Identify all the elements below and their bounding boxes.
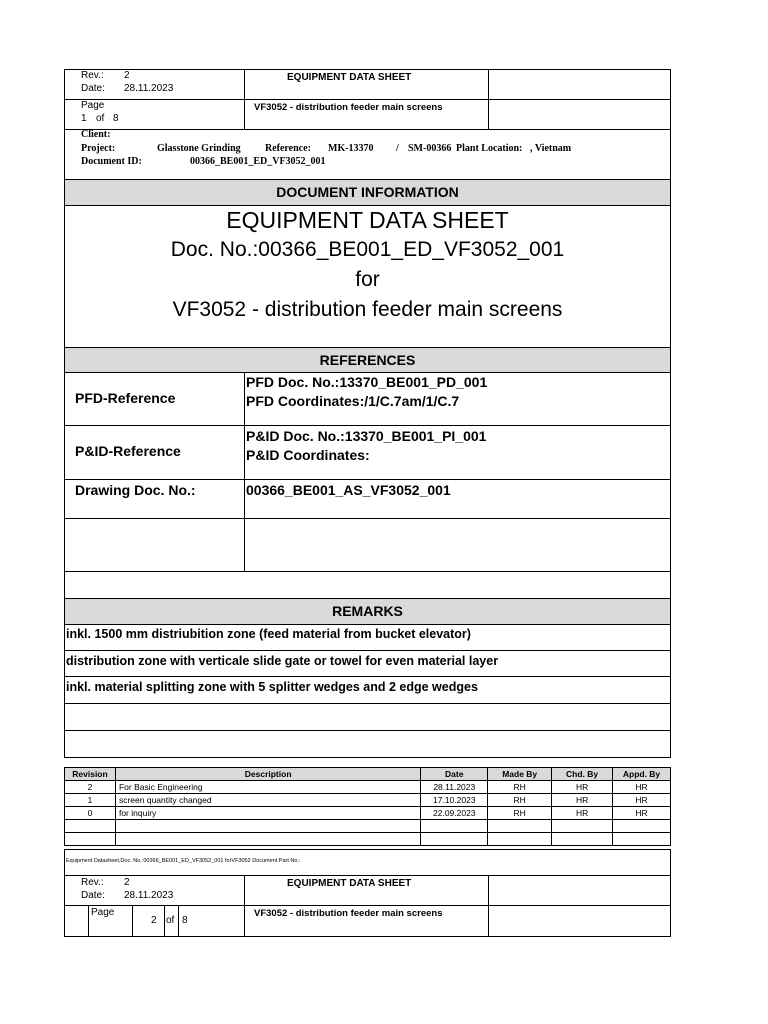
revision-table [64, 767, 671, 846]
pfd-coordinates: PFD Coordinates:/1/C.7am/1/C.7 [246, 393, 460, 409]
drawing-doc-no: 00366_BE001_AS_VF3052_001 [246, 482, 451, 498]
sheet-subtitle: VF3052 - distribution feeder main screens [254, 102, 443, 113]
plant-location-value: , Vietnam [530, 143, 572, 154]
col-appd-by: Appd. By [613, 768, 671, 781]
footer-rev-label: Rev.: [81, 877, 104, 888]
col-description: Description [115, 768, 420, 781]
footer-note: Equipment Datasheet,Doc. No.:00366_BE001_ED_VF3052_001 forVF3052 Document Part No.: [66, 858, 301, 864]
footer-sheet-subtitle: VF3052 - distribution feeder main screens [254, 908, 443, 919]
table-row-empty [65, 833, 671, 846]
project-label: Project: [81, 143, 116, 154]
rev-label: Rev.: [81, 70, 104, 81]
table-row: 2 For Basic Engineering 28.11.2023 RH HR HR [65, 781, 671, 794]
date-value: 28.11.2023 [124, 83, 174, 94]
document-id-value: 00366_BE001_ED_VF3052_001 [190, 156, 326, 167]
rev-value: 2 [124, 70, 130, 81]
col-revision: Revision [65, 768, 116, 781]
reference-label: Reference: [265, 143, 311, 154]
pid-coordinates: P&ID Coordinates: [246, 447, 370, 463]
table-row: 0 for inquiry 22.09.2023 RH HR HR [65, 807, 671, 820]
remark-line-2: distribution zone with verticale slide gate or towel for even material layer [66, 654, 499, 668]
footer-date-label: Date: [81, 890, 105, 901]
pfd-doc-no: PFD Doc. No.:13370_BE001_PD_001 [246, 374, 488, 390]
footer-page-total: 8 [182, 915, 188, 926]
remarks-heading: REMARKS [64, 598, 671, 625]
footer-page-label: Page [91, 907, 115, 918]
footer-date-value: 28.11.2023 [124, 890, 174, 901]
page-current: 1 [81, 113, 87, 124]
project-value: Glasstone Grinding [157, 143, 241, 154]
footer-page-of: of [166, 915, 175, 926]
reference-separator: / [396, 143, 399, 154]
client-label: Client: [81, 129, 111, 140]
page-label: Page [81, 100, 105, 111]
col-made-by: Made By [488, 768, 552, 781]
pid-doc-no: P&ID Doc. No.:13370_BE001_PI_001 [246, 428, 487, 444]
table-row-empty [65, 820, 671, 833]
references-heading: REFERENCES [64, 347, 671, 373]
col-chd-by: Chd. By [552, 768, 613, 781]
document-information-heading: DOCUMENT INFORMATION [64, 179, 671, 206]
doc-info-line4: VF3052 - distribution feeder main screens [172, 298, 563, 321]
remark-line-1: inkl. 1500 mm distriubition zone (feed material from bucket elevator) [66, 627, 471, 641]
table-row: 1 screen quantity changed 17.10.2023 RH HR HR [65, 794, 671, 807]
doc-info-line3: for [355, 268, 380, 291]
plant-location-label: Plant Location: [456, 143, 523, 154]
pfd-reference-label: PFD-Reference [75, 390, 176, 406]
col-date: Date [421, 768, 488, 781]
spacer-row [64, 571, 671, 599]
footer-sheet-title: EQUIPMENT DATA SHEET [287, 878, 412, 889]
revision-table-header [65, 768, 671, 781]
doc-info-line2: Doc. No.:00366_BE001_ED_VF3052_001 [170, 238, 565, 261]
footer-page-current: 2 [151, 915, 157, 926]
sm-value: SM-00366 [408, 143, 452, 154]
page-total: 8 [113, 113, 119, 124]
date-label: Date: [81, 83, 105, 94]
footer-rev-value: 2 [124, 877, 130, 888]
document-id-label: Document ID: [81, 156, 142, 167]
page-of: of [96, 113, 105, 124]
reference-value: MK-13370 [328, 143, 374, 154]
remark-line-3: inkl. material splitting zone with 5 splitter wedges and 2 edge wedges [66, 680, 478, 694]
sheet-title: EQUIPMENT DATA SHEET [287, 72, 412, 83]
doc-info-line1: EQUIPMENT DATA SHEET [226, 207, 509, 233]
client-block [64, 129, 671, 180]
drawing-doc-label: Drawing Doc. No.: [75, 482, 196, 498]
pid-reference-label: P&ID-Reference [75, 443, 181, 459]
